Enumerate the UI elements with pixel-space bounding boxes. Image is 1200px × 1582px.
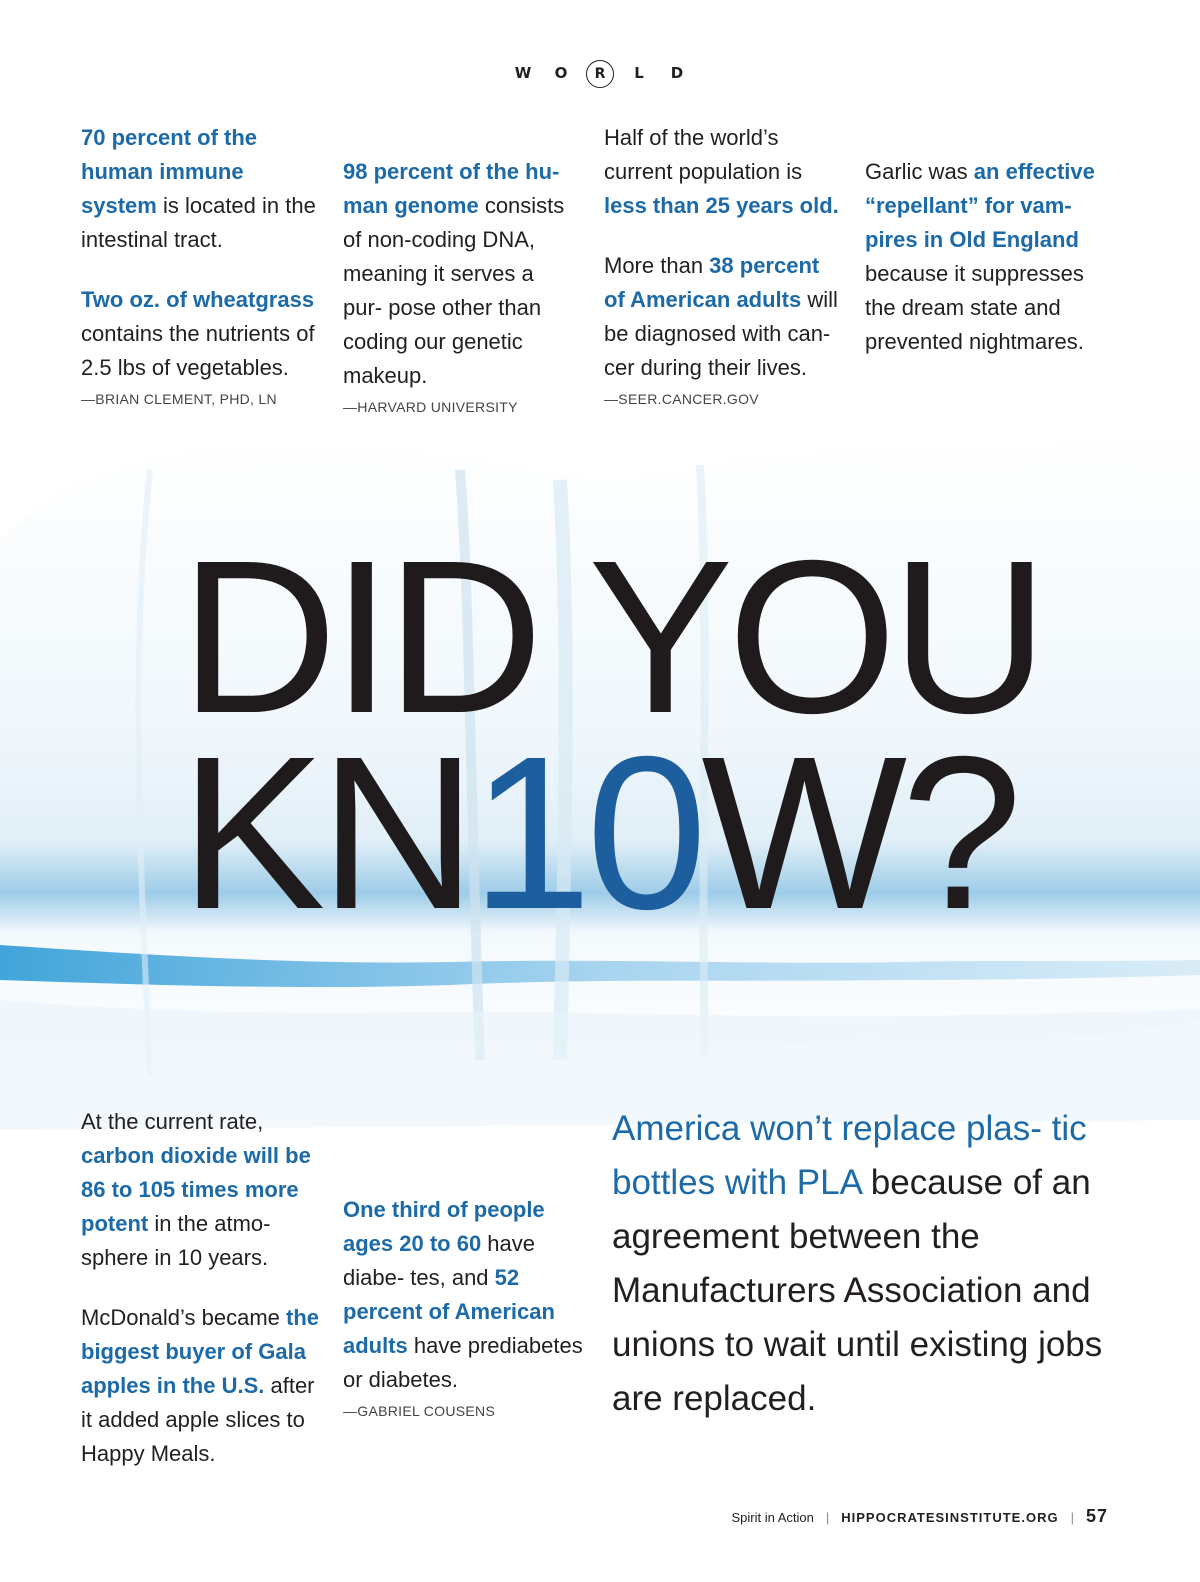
fact-text: is located in the intestinal tract.	[81, 193, 316, 252]
fact-genome	[343, 155, 578, 393]
headline-line-1: DID YOU	[180, 516, 1043, 759]
fact-text: contains the nutrients of 2.5 lbs of vegetables.	[81, 321, 315, 380]
fact-text: have prediabetes or diabetes.	[343, 1333, 583, 1392]
fact-highlight: Two oz. of wheatgrass	[81, 287, 315, 312]
section-letter: D	[670, 64, 684, 82]
fact-cancer	[604, 249, 844, 385]
fact-highlight: the biggest buyer of Gala apples in the U.S.	[81, 1305, 320, 1398]
fact-mcdonalds	[81, 1301, 321, 1471]
fact-highlight: 70 percent of the human immune system	[81, 125, 258, 218]
fact-highlight: an effective “repellant” for vam- pires in Old England	[865, 159, 1095, 252]
fact-column-4	[865, 155, 1100, 359]
section-label-world	[0, 60, 1200, 88]
section-letter-circled: R	[586, 60, 614, 88]
section-letter: L	[634, 64, 644, 82]
source-credit: —SEER.CANCER.GOV	[604, 391, 759, 407]
headline-line-2	[180, 712, 1042, 955]
fact-text: consists of non-coding DNA, meaning it serves a pur- pose other than coding our genetic makeup.	[343, 193, 565, 388]
page-number: 57	[1085, 1506, 1108, 1526]
section-letter: O	[554, 64, 568, 82]
fact-diabetes	[343, 1193, 583, 1397]
section-letter: W	[514, 64, 532, 82]
fact-column-1	[81, 121, 316, 409]
fact-column-3	[604, 121, 844, 409]
fact-text: after it added apple slices to Happy Meals.	[81, 1373, 315, 1466]
fact-text: will be diagnosed with can- cer during their lives.	[604, 287, 838, 380]
page-footer	[731, 1506, 1108, 1527]
fact-population	[604, 121, 844, 223]
headline-text: W?	[701, 712, 1017, 955]
fact-text: McDonald’s became	[81, 1305, 287, 1330]
headline-number-highlight: 10	[470, 712, 702, 955]
fact-column-bottom-left	[81, 1105, 321, 1471]
magazine-name: Spirit in Action	[731, 1510, 814, 1525]
fact-highlight: less than 25 years old.	[604, 193, 839, 218]
website-link[interactable]: HIPPOCRATESINSTITUTE.ORG	[841, 1510, 1059, 1525]
fact-immune-system	[81, 121, 316, 257]
quote-text: because of an agreement between the Manufacturers Association and unions to wait until existing jobs are replaced.	[612, 1163, 1103, 1418]
fact-highlight: 98 percent of the hu- man genome	[343, 159, 560, 218]
fact-text: in the atmo- sphere in 10 years.	[81, 1211, 271, 1270]
fact-highlight: 52 percent of American adults	[343, 1265, 555, 1358]
source-credit: —GABRIEL COUSENS	[343, 1403, 496, 1419]
headline-text: KN	[180, 712, 471, 955]
fact-text: have diabe- tes, and	[343, 1231, 536, 1290]
fact-text: Half of the world’s current population is	[604, 125, 803, 184]
fact-text: Garlic was	[865, 159, 974, 184]
source-credit: —BRIAN CLEMENT, PHD, LN	[81, 391, 277, 407]
footer-separator: |	[825, 1510, 830, 1525]
footer-separator: |	[1070, 1510, 1074, 1525]
fact-wheatgrass	[81, 283, 316, 385]
fact-garlic	[865, 155, 1100, 359]
headline	[180, 516, 1043, 955]
fact-highlight: One third of people ages 20 to 60	[343, 1197, 545, 1256]
fact-column-2	[343, 155, 578, 417]
fact-highlight: 38 percent of American adults	[604, 253, 820, 312]
fact-text: At the current rate,	[81, 1109, 264, 1134]
quote-highlight: America won’t replace plas- tic bottles with PLA	[612, 1109, 1087, 1202]
fact-highlight: carbon dioxide will be 86 to 105 times more potent	[81, 1143, 311, 1236]
fact-carbon-dioxide	[81, 1105, 321, 1275]
pull-quote-pla	[612, 1102, 1132, 1426]
fact-text: More than	[604, 253, 710, 278]
source-credit: —HARVARD UNIVERSITY	[343, 399, 518, 415]
fact-column-bottom-mid	[343, 1193, 583, 1421]
fact-text: because it suppresses the dream state and prevented nightmares.	[865, 261, 1084, 354]
